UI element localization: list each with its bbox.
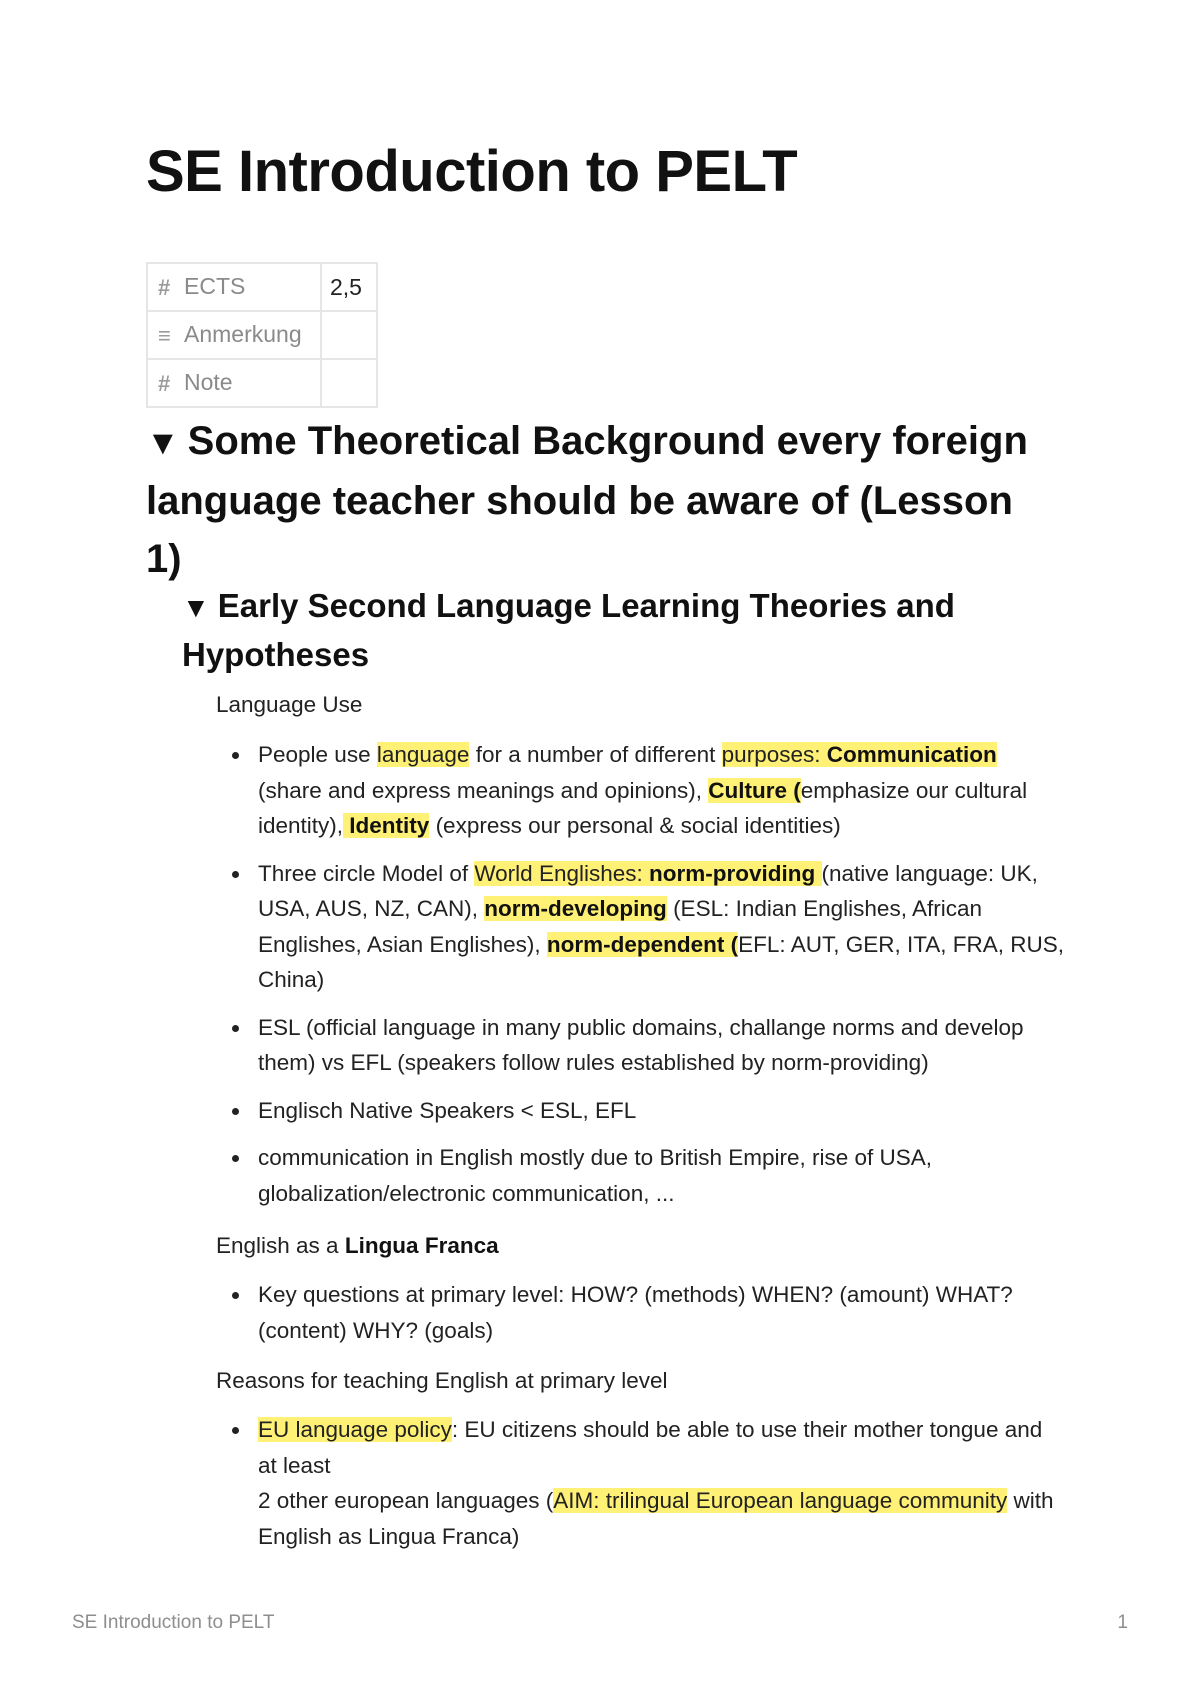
page-title: SE Introduction to PELT [146, 139, 798, 204]
reasons-heading: Reasons for teaching English at primary level [216, 1368, 668, 1393]
lingua-franca-list [216, 1277, 1066, 1348]
language-use-heading: Language Use [216, 692, 363, 717]
property-name: Note [184, 369, 233, 396]
subsection-heading-text: Early Second Language Learning Theories and Hypotheses [182, 587, 955, 673]
property-value[interactable] [321, 311, 377, 359]
list-item: EU language policy: EU citizens should be able to use their mother tongue and at least 2 other european languages (AIM: trilingual European language community with English as Lingua Franca) [216, 1412, 1066, 1554]
list-item: Englisch Native Speakers < ESL, EFL [216, 1093, 1066, 1129]
section-heading-lesson1 [146, 412, 1046, 588]
list-item: communication in English mostly due to British Empire, rise of USA, globalization/electronic communication, ... [216, 1140, 1066, 1211]
property-row-note [147, 359, 377, 407]
reasons-list [216, 1412, 1066, 1554]
section-heading-text: Some Theoretical Background every foreign language teacher should be aware of (Lesson 1) [146, 419, 1028, 581]
properties-table [146, 262, 378, 408]
property-value[interactable]: 2,5 [321, 263, 377, 311]
hash-icon: # [158, 274, 171, 300]
property-row-ects [147, 263, 377, 311]
list-item: People use language for a number of different purposes: Communication (share and express meanings and opinions), Culture (emphasize our cultural identity), Identity (express our personal & social identities) [216, 737, 1066, 844]
subsection-heading-theories [182, 582, 1042, 678]
lingua-franca-heading: English as a Lingua Franca [216, 1233, 499, 1258]
text-lines-icon: ≡ [158, 322, 171, 348]
footer-title: SE Introduction to PELT [72, 1612, 275, 1633]
footer-page-number: 1 [1117, 1612, 1128, 1633]
property-name: Anmerkung [184, 321, 302, 348]
list-item: Three circle Model of World Englishes: norm-providing (native language: UK, USA, AUS, NZ, CAN), norm-developing (ESL: Indian Englishes, African Englishes, Asian Englishes), norm-dependent (EFL: AUT, GER, ITA, FRA, RUS, China) [216, 856, 1066, 998]
language-use-list [216, 737, 1066, 1211]
property-row-anmerkung [147, 311, 377, 359]
toggle-triangle-icon[interactable]: ▼ [182, 592, 210, 623]
list-item: Key questions at primary level: HOW? (methods) WHEN? (amount) WHAT? (content) WHY? (goals) [216, 1277, 1066, 1348]
list-item: ESL (official language in many public domains, challange norms and develop them) vs EFL (speakers follow rules established by norm-providing) [216, 1010, 1066, 1081]
property-value[interactable] [321, 359, 377, 407]
hash-icon: # [158, 370, 171, 396]
property-name: ECTS [184, 273, 246, 300]
toggle-triangle-icon[interactable]: ▼ [146, 424, 180, 462]
